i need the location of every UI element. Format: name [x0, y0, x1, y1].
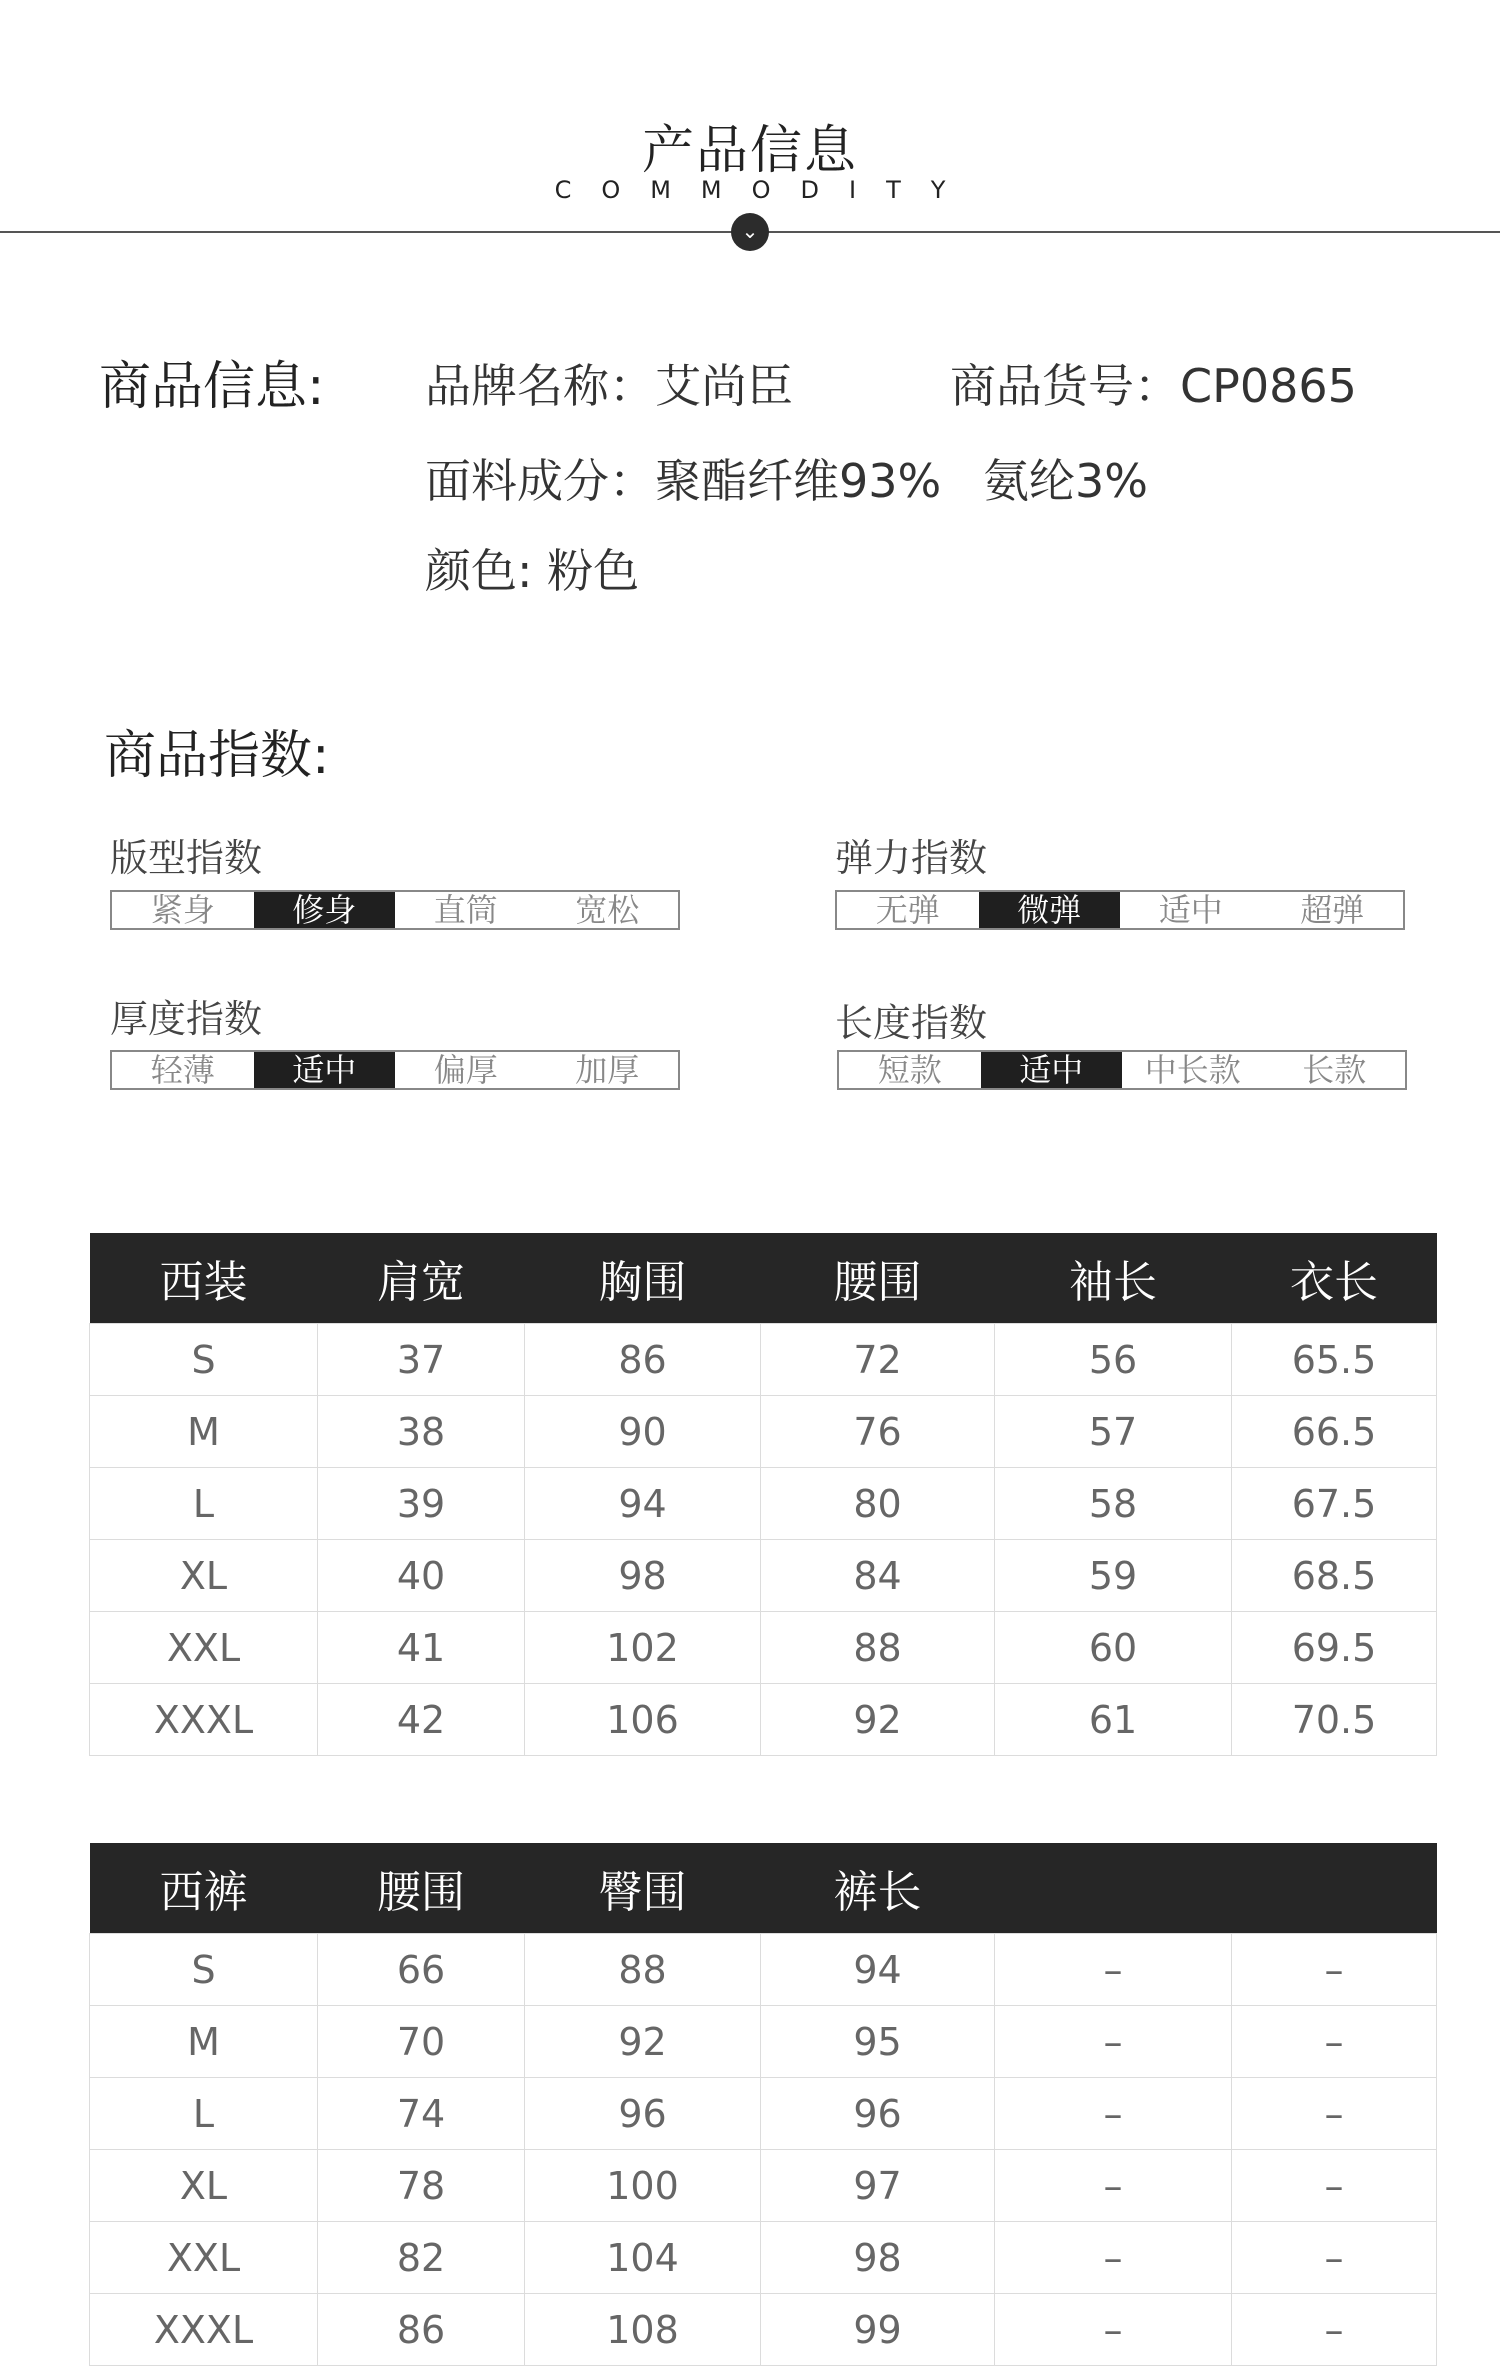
- column-header: 腰围: [761, 1233, 995, 1324]
- table-cell: 74: [318, 2078, 525, 2150]
- table-cell: 96: [525, 2078, 761, 2150]
- chevron-down-icon: ⌄: [731, 213, 769, 251]
- table-row: [90, 1324, 1437, 1396]
- fit-option: 紧身: [150, 891, 215, 929]
- table-cell: XXL: [90, 1612, 318, 1684]
- table-cell: 92: [525, 2006, 761, 2078]
- length-index-bar: [837, 1050, 1407, 1090]
- table-cell: 56: [995, 1324, 1232, 1396]
- table-cell: 65.5: [1232, 1324, 1437, 1396]
- table-cell: 108: [525, 2294, 761, 2366]
- table-cell: 38: [318, 1396, 525, 1468]
- table-row: [90, 1684, 1437, 1756]
- table-cell: 61: [995, 1684, 1232, 1756]
- length-option: 长款: [1302, 1051, 1367, 1089]
- thickness-index-label: 厚度指数: [110, 997, 263, 1041]
- indices-section-label: 商品指数:: [104, 726, 330, 786]
- table-cell: 94: [525, 1468, 761, 1540]
- table-cell: XXXL: [90, 1684, 318, 1756]
- elasticity-index-bar: [835, 890, 1405, 930]
- fabric-composition: 面料成分：聚酯纤维93%: [425, 454, 942, 508]
- column-header: 臀围: [525, 1843, 761, 1934]
- table-cell: 69.5: [1232, 1612, 1437, 1684]
- table-row: [90, 1612, 1437, 1684]
- table-cell: L: [90, 2078, 318, 2150]
- table-cell: M: [90, 2006, 318, 2078]
- length-option-selected: 适中: [981, 1052, 1123, 1088]
- table-cell: 66.5: [1232, 1396, 1437, 1468]
- page-title: 产品信息: [641, 121, 858, 181]
- table-cell: 100: [525, 2150, 761, 2222]
- table-cell: 70: [318, 2006, 525, 2078]
- table-cell: –: [995, 2006, 1232, 2078]
- table-cell: 59: [995, 1540, 1232, 1612]
- table-cell: 78: [318, 2150, 525, 2222]
- column-header: 袖长: [995, 1233, 1232, 1324]
- elasticity-option: 超弹: [1300, 891, 1365, 929]
- table-cell: 40: [318, 1540, 525, 1612]
- length-index-label: 长度指数: [835, 1001, 988, 1045]
- table-cell: 80: [761, 1468, 995, 1540]
- table-cell: 76: [761, 1396, 995, 1468]
- thickness-index-bar: [110, 1050, 680, 1090]
- table-cell: 104: [525, 2222, 761, 2294]
- page-subtitle: COMMODITY: [554, 176, 976, 204]
- column-header: 腰围: [318, 1843, 525, 1934]
- table-cell: 96: [761, 2078, 995, 2150]
- length-option: 中长款: [1144, 1051, 1241, 1089]
- table-cell: M: [90, 1396, 318, 1468]
- column-header: 衣长: [1232, 1233, 1437, 1324]
- table-cell: 67.5: [1232, 1468, 1437, 1540]
- column-header: 西裤: [90, 1843, 318, 1934]
- fit-option: 宽松: [575, 891, 640, 929]
- table-cell: –: [995, 2078, 1232, 2150]
- table-row: [90, 2294, 1437, 2366]
- table-cell: 42: [318, 1684, 525, 1756]
- elasticity-option-selected: 微弹: [979, 892, 1121, 928]
- fit-index-label: 版型指数: [110, 836, 263, 880]
- fit-option-selected: 修身: [254, 892, 396, 928]
- table-cell: 92: [761, 1684, 995, 1756]
- table-cell: 58: [995, 1468, 1232, 1540]
- table-row: [90, 1540, 1437, 1612]
- fabric-extra: 氨纶3%: [983, 454, 1148, 508]
- info-section-label: 商品信息:: [99, 357, 325, 417]
- elasticity-option: 适中: [1158, 891, 1223, 929]
- column-header: [995, 1843, 1232, 1934]
- table-row: [90, 1468, 1437, 1540]
- brand-name: 品牌名称：艾尚臣: [425, 359, 793, 413]
- table-header-row: [90, 1233, 1437, 1324]
- table-cell: S: [90, 1324, 318, 1396]
- table-cell: 86: [318, 2294, 525, 2366]
- table-cell: –: [995, 2222, 1232, 2294]
- column-header: 肩宽: [318, 1233, 525, 1324]
- table-cell: 60: [995, 1612, 1232, 1684]
- table-cell: –: [1232, 2150, 1437, 2222]
- table-cell: 82: [318, 2222, 525, 2294]
- table-cell: 57: [995, 1396, 1232, 1468]
- suit-size-table: [89, 1233, 1437, 1756]
- table-cell: 94: [761, 1934, 995, 2006]
- product-sku: 商品货号：CP0865: [950, 359, 1357, 413]
- column-header: 西装: [90, 1233, 318, 1324]
- table-cell: L: [90, 1468, 318, 1540]
- table-cell: 41: [318, 1612, 525, 1684]
- table-row: [90, 2150, 1437, 2222]
- table-cell: 102: [525, 1612, 761, 1684]
- table-cell: –: [1232, 2222, 1437, 2294]
- table-cell: –: [1232, 2294, 1437, 2366]
- table-cell: 68.5: [1232, 1540, 1437, 1612]
- fit-option: 直筒: [433, 891, 498, 929]
- table-cell: 88: [525, 1934, 761, 2006]
- table-cell: XXL: [90, 2222, 318, 2294]
- table-row: [90, 2078, 1437, 2150]
- table-cell: 70.5: [1232, 1684, 1437, 1756]
- table-cell: –: [1232, 2078, 1437, 2150]
- table-cell: 95: [761, 2006, 995, 2078]
- elasticity-index-label: 弹力指数: [835, 836, 988, 880]
- table-cell: 106: [525, 1684, 761, 1756]
- table-header-row: [90, 1843, 1437, 1934]
- table-row: [90, 1396, 1437, 1468]
- table-cell: 98: [761, 2222, 995, 2294]
- table-cell: –: [995, 1934, 1232, 2006]
- table-row: [90, 1934, 1437, 2006]
- thickness-option: 偏厚: [433, 1051, 498, 1089]
- table-cell: 99: [761, 2294, 995, 2366]
- table-cell: 97: [761, 2150, 995, 2222]
- table-cell: 90: [525, 1396, 761, 1468]
- column-header: 裤长: [761, 1843, 995, 1934]
- table-cell: 84: [761, 1540, 995, 1612]
- table-cell: 72: [761, 1324, 995, 1396]
- thickness-option-selected: 适中: [254, 1052, 396, 1088]
- table-cell: 86: [525, 1324, 761, 1396]
- table-cell: –: [1232, 2006, 1437, 2078]
- product-color: 颜色: 粉色: [425, 544, 640, 598]
- table-cell: 88: [761, 1612, 995, 1684]
- table-row: [90, 2006, 1437, 2078]
- table-cell: –: [995, 2150, 1232, 2222]
- table-row: [90, 2222, 1437, 2294]
- table-cell: 98: [525, 1540, 761, 1612]
- column-header: 胸围: [525, 1233, 761, 1324]
- table-cell: –: [995, 2294, 1232, 2366]
- table-cell: S: [90, 1934, 318, 2006]
- table-cell: 37: [318, 1324, 525, 1396]
- thickness-option: 加厚: [575, 1051, 640, 1089]
- fit-index-bar: [110, 890, 680, 930]
- table-cell: XL: [90, 2150, 318, 2222]
- thickness-option: 轻薄: [150, 1051, 215, 1089]
- table-cell: XL: [90, 1540, 318, 1612]
- elasticity-option: 无弹: [875, 891, 940, 929]
- table-cell: XXXL: [90, 2294, 318, 2366]
- pants-size-table: [89, 1843, 1437, 2366]
- column-header: [1232, 1843, 1437, 1934]
- table-cell: 66: [318, 1934, 525, 2006]
- table-cell: –: [1232, 1934, 1437, 2006]
- length-option: 短款: [877, 1051, 942, 1089]
- table-cell: 39: [318, 1468, 525, 1540]
